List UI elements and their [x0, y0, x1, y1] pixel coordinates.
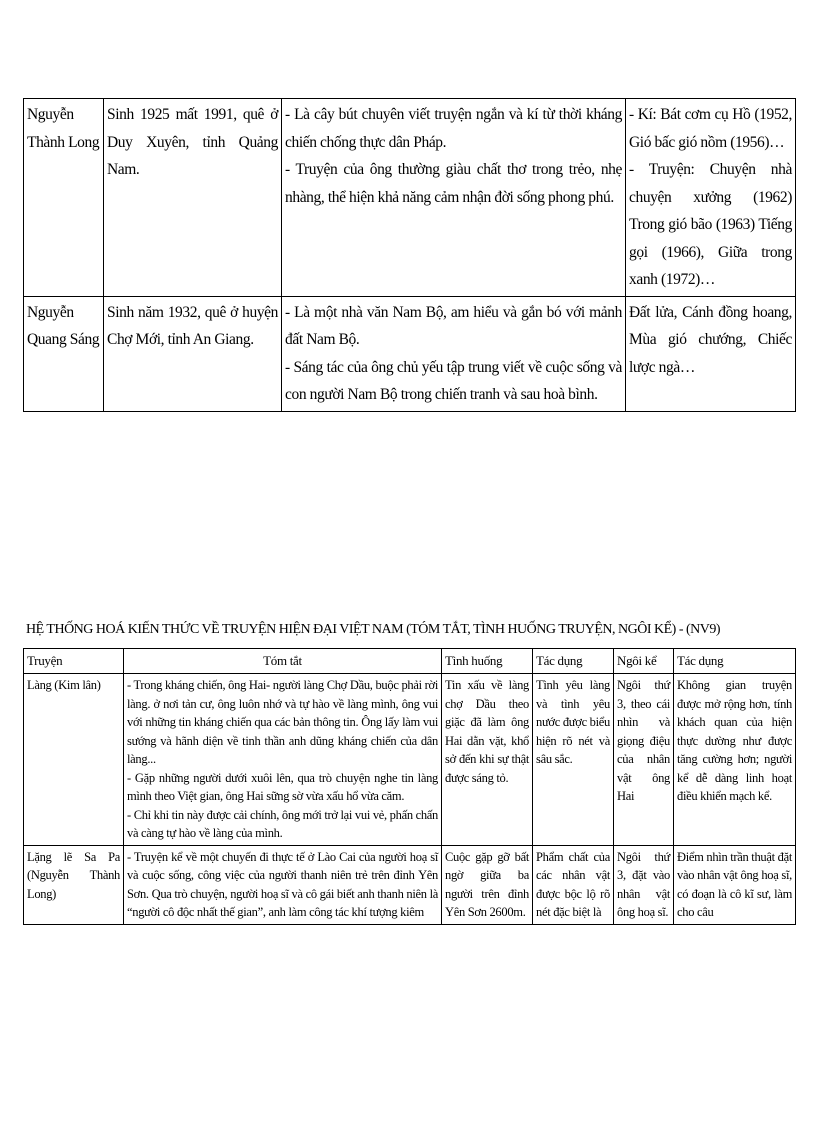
table-row [24, 845, 796, 924]
summary-para: - Gặp những người dưới xuôi lên, qua trò chuyện nghe tin làng mình theo Việt gian, ông Hai sững sờ vừa xấu hổ vừa căm. [127, 770, 438, 803]
story-situation: Cuộc gặp gỡ bất ngờ giữa ba người trên đỉnh Yên Sơn 2600m. [442, 845, 533, 924]
story-effect: Không gian truyện được mở rộng hơn, tính khách quan của hiện thực dường như được tăng cường hơn; người kể dễ dàng linh hoạt điều khiển mạch kể. [674, 674, 796, 846]
header-story: Truyện [24, 649, 124, 674]
summary-para: - Trong kháng chiến, ông Hai- người làng Chợ Dầu, buộc phải rời làng. ở nơi tản cư, ông luôn nhớ và tự hào về làng mình, ông vui với những tin kháng chiến qua các bản thông tin. Ông lấy làm vui sướng và hãnh diện về tinh thần anh dũng kháng chiến của dân làng... [127, 678, 438, 766]
table-row [24, 99, 796, 297]
story-narrator: Ngôi thứ 3, theo cái nhìn và giọng điệu của nhân vật ông Hai [614, 674, 674, 846]
story-situation: Tin xấu về làng chợ Dầu theo giặc đã làm ông Hai dằn vặt, khổ sở đến khi sự thật được sáng tỏ. [442, 674, 533, 846]
author-name: Nguyễn Thành Long [24, 99, 104, 297]
style-para: - Truyện của ông thường giàu chất thơ trong trẻo, nhẹ nhàng, thể hiện khả năng cảm nhận đời sống phong phú. [285, 161, 622, 206]
author-name: Nguyễn Quang Sáng [24, 296, 104, 411]
author-works [626, 99, 796, 297]
authors-table [23, 98, 796, 412]
works-para: Đất lửa, Cánh đồng hoang, Mùa gió chướng, Chiếc lược ngà… [629, 303, 792, 376]
story-effect: Phẩm chất của các nhân vật được bộc lộ rõ nét đặc biệt là [533, 845, 614, 924]
author-bio: Sinh 1925 mất 1991, quê ở Duy Xuyên, tỉnh Quảng Nam. [104, 99, 282, 297]
header-row [24, 649, 796, 674]
works-para: - Truyện: Chuyện nhà chuyện xưởng (1962) Trong gió bão (1963) Tiếng gọi (1966), Giữa trong xanh (1972)… [629, 161, 792, 288]
header-narrator: Ngôi kể [614, 649, 674, 674]
style-para: - Là một nhà văn Nam Bộ, am hiểu và gắn bó với mảnh đất Nam Bộ. [285, 303, 622, 348]
style-para: - Sáng tác của ông chủ yếu tập trung viết về cuộc sống và con người Nam Bộ trong chiến tranh và sau hoà bình. [285, 358, 622, 403]
header-summary: Tóm tắt [124, 649, 442, 674]
story-title: Làng (Kim lân) [24, 674, 124, 846]
table-row [24, 296, 796, 411]
section-title: HỆ THỐNG HOÁ KIẾN THỨC VỀ TRUYỆN HIỆN ĐẠI VIỆT NAM (TÓM TẮT, TÌNH HUỐNG TRUYỆN, NGÔI KỂ) - (NV9) [26, 622, 721, 637]
author-bio: Sinh năm 1932, quê ở huyện Chợ Mới, tỉnh An Giang. [104, 296, 282, 411]
story-title: Lặng lẽ Sa Pa (Nguyễn Thành Long) [24, 845, 124, 924]
author-style [282, 99, 626, 297]
story-summary [124, 674, 442, 846]
author-style [282, 296, 626, 411]
header-situation: Tình huống [442, 649, 533, 674]
stories-table [23, 648, 796, 925]
story-effect: Điểm nhìn trần thuật đặt vào nhân vật ông hoạ sĩ, có đoạn là cô kĩ sư, làm cho câu [674, 845, 796, 924]
story-effect: Tình yêu làng và tình yêu nước được biểu hiện rõ nét và sâu sắc. [533, 674, 614, 846]
header-effect: Tác dụng [674, 649, 796, 674]
author-works [626, 296, 796, 411]
header-effect: Tác dụng [533, 649, 614, 674]
story-narrator: Ngôi thứ 3, đặt vào nhân vật ông hoạ sĩ. [614, 845, 674, 924]
summary-para: - Chỉ khi tin này được cải chính, ông mới trở lại vui vẻ, phấn chấn và càng tự hào về làng của mình. [127, 807, 438, 840]
style-para: - Là cây bút chuyên viết truyện ngắn và kí từ thời kháng chiến chống thực dân Pháp. [285, 106, 622, 151]
table-row [24, 674, 796, 846]
works-para: - Kí: Bát cơm cụ Hồ (1952, Gió bấc gió nồm (1956)… [629, 106, 792, 151]
story-summary [124, 845, 442, 924]
summary-para: - Truyện kể về một chuyến đi thực tế ở Lào Cai của người hoạ sĩ và cuộc sống, công việc của người thanh niên trẻ trên đỉnh Yên Sơn. Qua trò chuyện, người hoạ sĩ và cô gái biết anh thanh niên là “người cô độc nhất thế gian”, anh làm công tác khí tượng kiêm [127, 849, 438, 919]
